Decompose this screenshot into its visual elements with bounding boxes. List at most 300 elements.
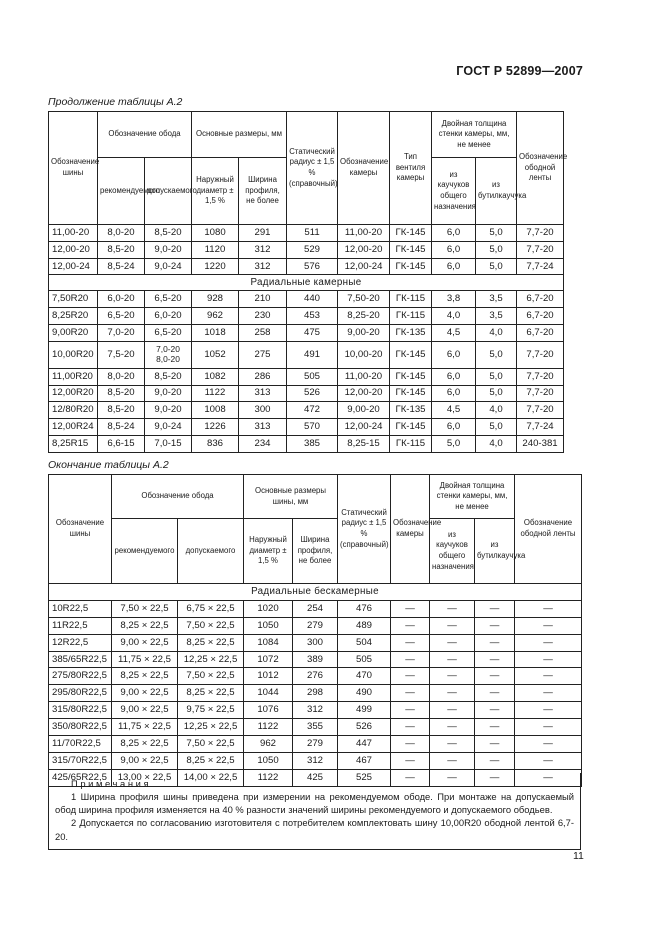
cell: 1020 [244, 600, 293, 617]
cell: 10,00R20 [49, 341, 98, 368]
th2-width: Ширина профиля, не более [293, 519, 338, 584]
cell: 279 [293, 617, 338, 634]
table-notes [48, 773, 581, 850]
cell: 1012 [244, 668, 293, 685]
cell: 525 [338, 769, 391, 786]
cell: 7,7-20 [517, 241, 564, 258]
cell: — [515, 634, 582, 651]
tire-designation-cell: 12R22,5 [49, 634, 112, 651]
cell: 475 [287, 324, 338, 341]
cell: 8,25 × 22,5 [178, 634, 244, 651]
cell: 962 [192, 308, 239, 325]
cell: — [475, 752, 515, 769]
cell: ГК-145 [390, 419, 432, 436]
cell: 9,0-24 [145, 419, 192, 436]
cell: 7,0-20 [98, 324, 145, 341]
th2-wall-butyl: из бутилкаучука [475, 519, 515, 584]
th2-static-radius: Статический радиус ± 1,5 % (справочный) [338, 475, 391, 584]
cell: — [515, 752, 582, 769]
cell: 505 [338, 651, 391, 668]
cell: 6,0 [432, 341, 476, 368]
cell: 1122 [192, 385, 239, 402]
cell: 7,7-20 [517, 341, 564, 368]
cell: 8,5-20 [98, 402, 145, 419]
cell: — [430, 600, 475, 617]
cell: 7,7-24 [517, 258, 564, 275]
tire-designation-cell: 11R22,5 [49, 617, 112, 634]
table-row [49, 617, 582, 634]
cell: — [515, 736, 582, 753]
cell: 4,0 [476, 324, 517, 341]
cell: 258 [239, 324, 287, 341]
tire-designation-cell: 12,00-20 [49, 241, 98, 258]
th-flap: Обозначение ободной ленты [517, 112, 564, 225]
tire-designation-cell: 12,00R20 [49, 385, 98, 402]
cell: 7,7-20 [517, 225, 564, 242]
cell: 928 [192, 291, 239, 308]
cell: 313 [239, 385, 287, 402]
cell: 6,0 [432, 225, 476, 242]
cell: — [430, 752, 475, 769]
cell: 254 [293, 600, 338, 617]
cell: 4,0 [476, 435, 517, 452]
table-a2-end [48, 474, 582, 787]
cell: 313 [239, 419, 287, 436]
cell: — [391, 752, 430, 769]
cell: 453 [287, 308, 338, 325]
tire-designation-cell: 275/80R22,5 [49, 668, 112, 685]
cell: 7,50 × 22,5 [178, 617, 244, 634]
cell: 8,5-20 [145, 225, 192, 242]
th-main-dims: Основные размеры, мм [192, 112, 287, 158]
cell: 6,7-20 [517, 308, 564, 325]
cell: 1050 [244, 617, 293, 634]
table-row [49, 385, 564, 402]
th2-rim-allowed: допускаемого [178, 519, 244, 584]
cell: 5,0 [476, 341, 517, 368]
cell: 312 [239, 241, 287, 258]
cell: 6,0 [432, 258, 476, 275]
cell: 9,00 × 22,5 [112, 634, 178, 651]
cell: — [515, 600, 582, 617]
table-row [49, 225, 564, 242]
table-row [49, 308, 564, 325]
cell: 4,0 [432, 308, 476, 325]
th2-rim-rec: рекомендуемого [112, 519, 178, 584]
tire-designation-cell: 9,00R20 [49, 324, 98, 341]
cell: 5,0 [476, 419, 517, 436]
table-row [49, 324, 564, 341]
cell: 440 [287, 291, 338, 308]
cell: 576 [287, 258, 338, 275]
cell: — [475, 702, 515, 719]
cell: — [475, 719, 515, 736]
cell: — [475, 634, 515, 651]
cell: — [475, 736, 515, 753]
cell: 234 [239, 435, 287, 452]
cell: 9,0-20 [145, 241, 192, 258]
notes-heading: Примечания [71, 778, 152, 789]
th-wall: Двойная толщина стенки камеры, мм, не менее [432, 112, 517, 158]
cell: 13,00 × 22,5 [112, 769, 178, 786]
cell: 6,5-20 [145, 291, 192, 308]
cell: 1072 [244, 651, 293, 668]
cell: 8,25-15 [338, 435, 390, 452]
th2-diameter: Наружный диаметр ± 1,5 % [244, 519, 293, 584]
cell: 6,6-15 [98, 435, 145, 452]
cell: 12,25 × 22,5 [178, 719, 244, 736]
cell: 5,0 [432, 435, 476, 452]
cell: 491 [287, 341, 338, 368]
cell: 7,7-20 [517, 385, 564, 402]
cell: — [475, 685, 515, 702]
th-rim-allowed: допускаемого [145, 158, 192, 225]
cell: — [515, 617, 582, 634]
cell: 6,5-20 [98, 308, 145, 325]
cell: — [430, 668, 475, 685]
tire-designation-cell: 12/80R20 [49, 402, 98, 419]
cell: 425 [293, 769, 338, 786]
cell: — [515, 719, 582, 736]
table-row [49, 719, 582, 736]
th-valve: Тип вентиля камеры [390, 112, 432, 225]
cell: 7,7-20 [517, 402, 564, 419]
cell: 12,00-20 [338, 385, 390, 402]
cell: 470 [338, 668, 391, 685]
th-diameter: Наружный диаметр ± 1,5 % [192, 158, 239, 225]
cell: 300 [293, 634, 338, 651]
cell: 836 [192, 435, 239, 452]
cell: 4,0 [476, 402, 517, 419]
cell: 8,25 × 22,5 [112, 617, 178, 634]
table1-caption: Продолжение таблицы А.2 [48, 96, 183, 108]
table-row [49, 752, 582, 769]
cell: 275 [239, 341, 287, 368]
cell: 8,5-24 [98, 258, 145, 275]
cell: 230 [239, 308, 287, 325]
cell: — [391, 685, 430, 702]
cell: ГК-145 [390, 258, 432, 275]
cell: ГК-115 [390, 435, 432, 452]
cell: — [430, 634, 475, 651]
table-row [49, 651, 582, 668]
th2-flap: Обозначение ободной ленты [515, 475, 582, 584]
cell: 526 [338, 719, 391, 736]
cell: 389 [293, 651, 338, 668]
tire-designation-cell: 315/70R22,5 [49, 752, 112, 769]
cell: — [391, 668, 430, 685]
th-width: Ширина профиля, не более [239, 158, 287, 225]
tire-designation-cell: 350/80R22,5 [49, 719, 112, 736]
cell: 467 [338, 752, 391, 769]
table-row [49, 291, 564, 308]
cell: — [515, 769, 582, 786]
cell: 1220 [192, 258, 239, 275]
cell: — [475, 651, 515, 668]
cell: 385 [287, 435, 338, 452]
cell: 6,0 [432, 419, 476, 436]
cell: ГК-145 [390, 241, 432, 258]
table-row [49, 435, 564, 452]
cell: 14,00 × 22,5 [178, 769, 244, 786]
cell: 447 [338, 736, 391, 753]
cell: 1080 [192, 225, 239, 242]
cell: 312 [293, 752, 338, 769]
cell: 12,25 × 22,5 [178, 651, 244, 668]
cell: 9,00-20 [338, 402, 390, 419]
cell: 1084 [244, 634, 293, 651]
cell: ГК-135 [390, 402, 432, 419]
cell: — [391, 634, 430, 651]
tire-designation-cell: 8,25R15 [49, 435, 98, 452]
cell: 6,5-20 [145, 324, 192, 341]
cell-line: 7,0-20 [156, 344, 180, 355]
cell: 6,7-20 [517, 291, 564, 308]
th2-main-dims: Основные размеры шины, мм [244, 475, 338, 519]
cell: 5,0 [476, 368, 517, 385]
cell: 526 [287, 385, 338, 402]
note-1: 1 Ширина профиля шины приведена при измерении на рекомендуемом ободе. При монтаже на допускаемый обод ширина профиля изменяется на 40 % разности значений ширины рекомендуемого и допускаемого ободьев. [55, 791, 574, 816]
cell: ГК-145 [390, 341, 432, 368]
cell: 7,7-20 [517, 368, 564, 385]
cell: 300 [239, 402, 287, 419]
cell: 3,5 [476, 308, 517, 325]
cell: 8,5-20 [98, 385, 145, 402]
tire-designation-cell: 11,00R20 [49, 368, 98, 385]
cell: 1052 [192, 341, 239, 368]
cell: — [515, 685, 582, 702]
section-radial-tubeless: Радиальные бескамерные [49, 584, 582, 601]
cell-line: 8,0-20 [156, 353, 180, 364]
tire-designation-cell: 12,00R24 [49, 419, 98, 436]
cell: — [475, 668, 515, 685]
cell: 9,00 × 22,5 [112, 685, 178, 702]
cell: 6,7-20 [517, 324, 564, 341]
tire-designation-cell: 385/65R22,5 [49, 651, 112, 668]
cell: 489 [338, 617, 391, 634]
note-2: 2 Допускается по согласованию изготовителя с потребителем комплектовать шину 10,00R20 ободной лентой 6,7-20. [55, 817, 574, 842]
cell: 312 [239, 258, 287, 275]
cell: 490 [338, 685, 391, 702]
cell: 504 [338, 634, 391, 651]
cell: 286 [239, 368, 287, 385]
table-row [49, 668, 582, 685]
cell: 12,00-20 [338, 241, 390, 258]
cell: 11,00-20 [338, 368, 390, 385]
cell: ГК-145 [390, 225, 432, 242]
page-number: 11 [573, 850, 584, 862]
cell: — [515, 702, 582, 719]
cell: 5,0 [476, 258, 517, 275]
cell: 8,25 × 22,5 [178, 752, 244, 769]
cell: 5,0 [476, 225, 517, 242]
section-radial-tube: Радиальные камерные [49, 275, 564, 291]
tire-designation-cell: 425/65R22,5 [49, 769, 112, 786]
table-row [49, 702, 582, 719]
cell: 7,50 × 22,5 [112, 600, 178, 617]
cell: 7,50-20 [338, 291, 390, 308]
cell: — [391, 736, 430, 753]
table2-caption: Окончание таблицы А.2 [48, 459, 169, 471]
cell: 1082 [192, 368, 239, 385]
cell: 8,5-24 [98, 419, 145, 436]
cell: 511 [287, 225, 338, 242]
cell: — [430, 651, 475, 668]
cell: — [430, 736, 475, 753]
cell: 9,0-24 [145, 258, 192, 275]
cell: — [430, 617, 475, 634]
cell: 3,8 [432, 291, 476, 308]
cell: 8,25 × 22,5 [112, 736, 178, 753]
cell: — [430, 685, 475, 702]
cell: — [430, 702, 475, 719]
cell: 1018 [192, 324, 239, 341]
cell: 312 [293, 702, 338, 719]
cell: 291 [239, 225, 287, 242]
cell: 529 [287, 241, 338, 258]
cell: ГК-135 [390, 324, 432, 341]
th-rim: Обозначение обода [98, 112, 192, 158]
cell: 570 [287, 419, 338, 436]
cell: 8,25 × 22,5 [112, 668, 178, 685]
table-row [49, 634, 582, 651]
cell: 11,00-20 [338, 225, 390, 242]
cell: 11,75 × 22,5 [112, 719, 178, 736]
cell: 1008 [192, 402, 239, 419]
cell: ГК-115 [390, 291, 432, 308]
cell: 8,0-20 [98, 225, 145, 242]
th2-tire: Обозначение шины [49, 475, 112, 584]
cell: — [430, 719, 475, 736]
cell: ГК-145 [390, 368, 432, 385]
cell: — [391, 719, 430, 736]
cell: 4,5 [432, 324, 476, 341]
tire-designation-cell: 11,00-20 [49, 225, 98, 242]
cell: 298 [293, 685, 338, 702]
cell: 3,5 [476, 291, 517, 308]
table-row [49, 736, 582, 753]
cell: 8,0-20 [98, 368, 145, 385]
th2-rim: Обозначение обода [112, 475, 244, 519]
tire-designation-cell: 10R22,5 [49, 600, 112, 617]
cell [145, 341, 192, 368]
table-row [49, 368, 564, 385]
cell: 1076 [244, 702, 293, 719]
cell: 5,0 [476, 385, 517, 402]
cell: 6,0-20 [145, 308, 192, 325]
table-row [49, 419, 564, 436]
cell: ГК-115 [390, 308, 432, 325]
cell: 240-381 [517, 435, 564, 452]
cell: 12,00-24 [338, 258, 390, 275]
table-row [49, 600, 582, 617]
cell: 962 [244, 736, 293, 753]
cell: 8,5-20 [98, 241, 145, 258]
th-wall-butyl: из бутилкаучука [476, 158, 517, 225]
cell: 10,00-20 [338, 341, 390, 368]
tire-designation-cell: 7,50R20 [49, 291, 98, 308]
th2-tube: Обозначение камеры [391, 475, 430, 584]
standard-designation: ГОСТ Р 52899—2007 [456, 64, 583, 78]
tire-designation-cell: 295/80R22,5 [49, 685, 112, 702]
cell: 5,0 [476, 241, 517, 258]
cell: — [391, 769, 430, 786]
cell: 7,0-15 [145, 435, 192, 452]
cell: 6,0 [432, 241, 476, 258]
cell: 7,7-24 [517, 419, 564, 436]
cell: 1050 [244, 752, 293, 769]
tire-designation-cell: 12,00-24 [49, 258, 98, 275]
cell: 276 [293, 668, 338, 685]
table-row [49, 402, 564, 419]
th-rim-rec: рекомендуемого [98, 158, 145, 225]
tire-designation-cell: 11/70R22,5 [49, 736, 112, 753]
cell: — [515, 668, 582, 685]
cell: 6,0-20 [98, 291, 145, 308]
cell: — [430, 769, 475, 786]
table-row [49, 685, 582, 702]
cell: 9,00 × 22,5 [112, 752, 178, 769]
cell: — [515, 651, 582, 668]
cell: 476 [338, 600, 391, 617]
th2-wall: Двойная толщина стенки камеры, мм, не менее [430, 475, 515, 519]
cell: 279 [293, 736, 338, 753]
th-wall-rubber: из каучуков общего назначения [432, 158, 476, 225]
cell: 7,5-20 [98, 341, 145, 368]
tire-designation-cell: 8,25R20 [49, 308, 98, 325]
cell: — [391, 702, 430, 719]
cell: — [475, 617, 515, 634]
cell: 6,0 [432, 385, 476, 402]
cell: ГК-145 [390, 385, 432, 402]
tire-designation-cell: 315/80R22,5 [49, 702, 112, 719]
table-a2-continuation [48, 111, 568, 453]
th2-wall-rubber: из каучуков общего назначения [430, 519, 475, 584]
cell: 472 [287, 402, 338, 419]
cell: 11,75 × 22,5 [112, 651, 178, 668]
cell: 7,50 × 22,5 [178, 668, 244, 685]
cell: 499 [338, 702, 391, 719]
cell: — [475, 769, 515, 786]
cell: 1122 [244, 719, 293, 736]
cell: 9,75 × 22,5 [178, 702, 244, 719]
table-row [49, 241, 564, 258]
cell: 355 [293, 719, 338, 736]
cell: 6,75 × 22,5 [178, 600, 244, 617]
cell: — [391, 617, 430, 634]
cell: 7,50 × 22,5 [178, 736, 244, 753]
cell: 1122 [244, 769, 293, 786]
cell: 8,25 × 22,5 [178, 685, 244, 702]
cell: 1120 [192, 241, 239, 258]
cell: 9,0-20 [145, 402, 192, 419]
cell: 1226 [192, 419, 239, 436]
table-row [49, 341, 564, 368]
cell: — [475, 600, 515, 617]
cell: 9,00-20 [338, 324, 390, 341]
cell: 8,5-20 [145, 368, 192, 385]
cell: 4,5 [432, 402, 476, 419]
cell: 9,0-20 [145, 385, 192, 402]
cell: 210 [239, 291, 287, 308]
table-row [49, 258, 564, 275]
cell: 12,00-24 [338, 419, 390, 436]
cell: 9,00 × 22,5 [112, 702, 178, 719]
cell: — [391, 600, 430, 617]
cell: 1044 [244, 685, 293, 702]
cell: — [391, 651, 430, 668]
cell: 8,25-20 [338, 308, 390, 325]
